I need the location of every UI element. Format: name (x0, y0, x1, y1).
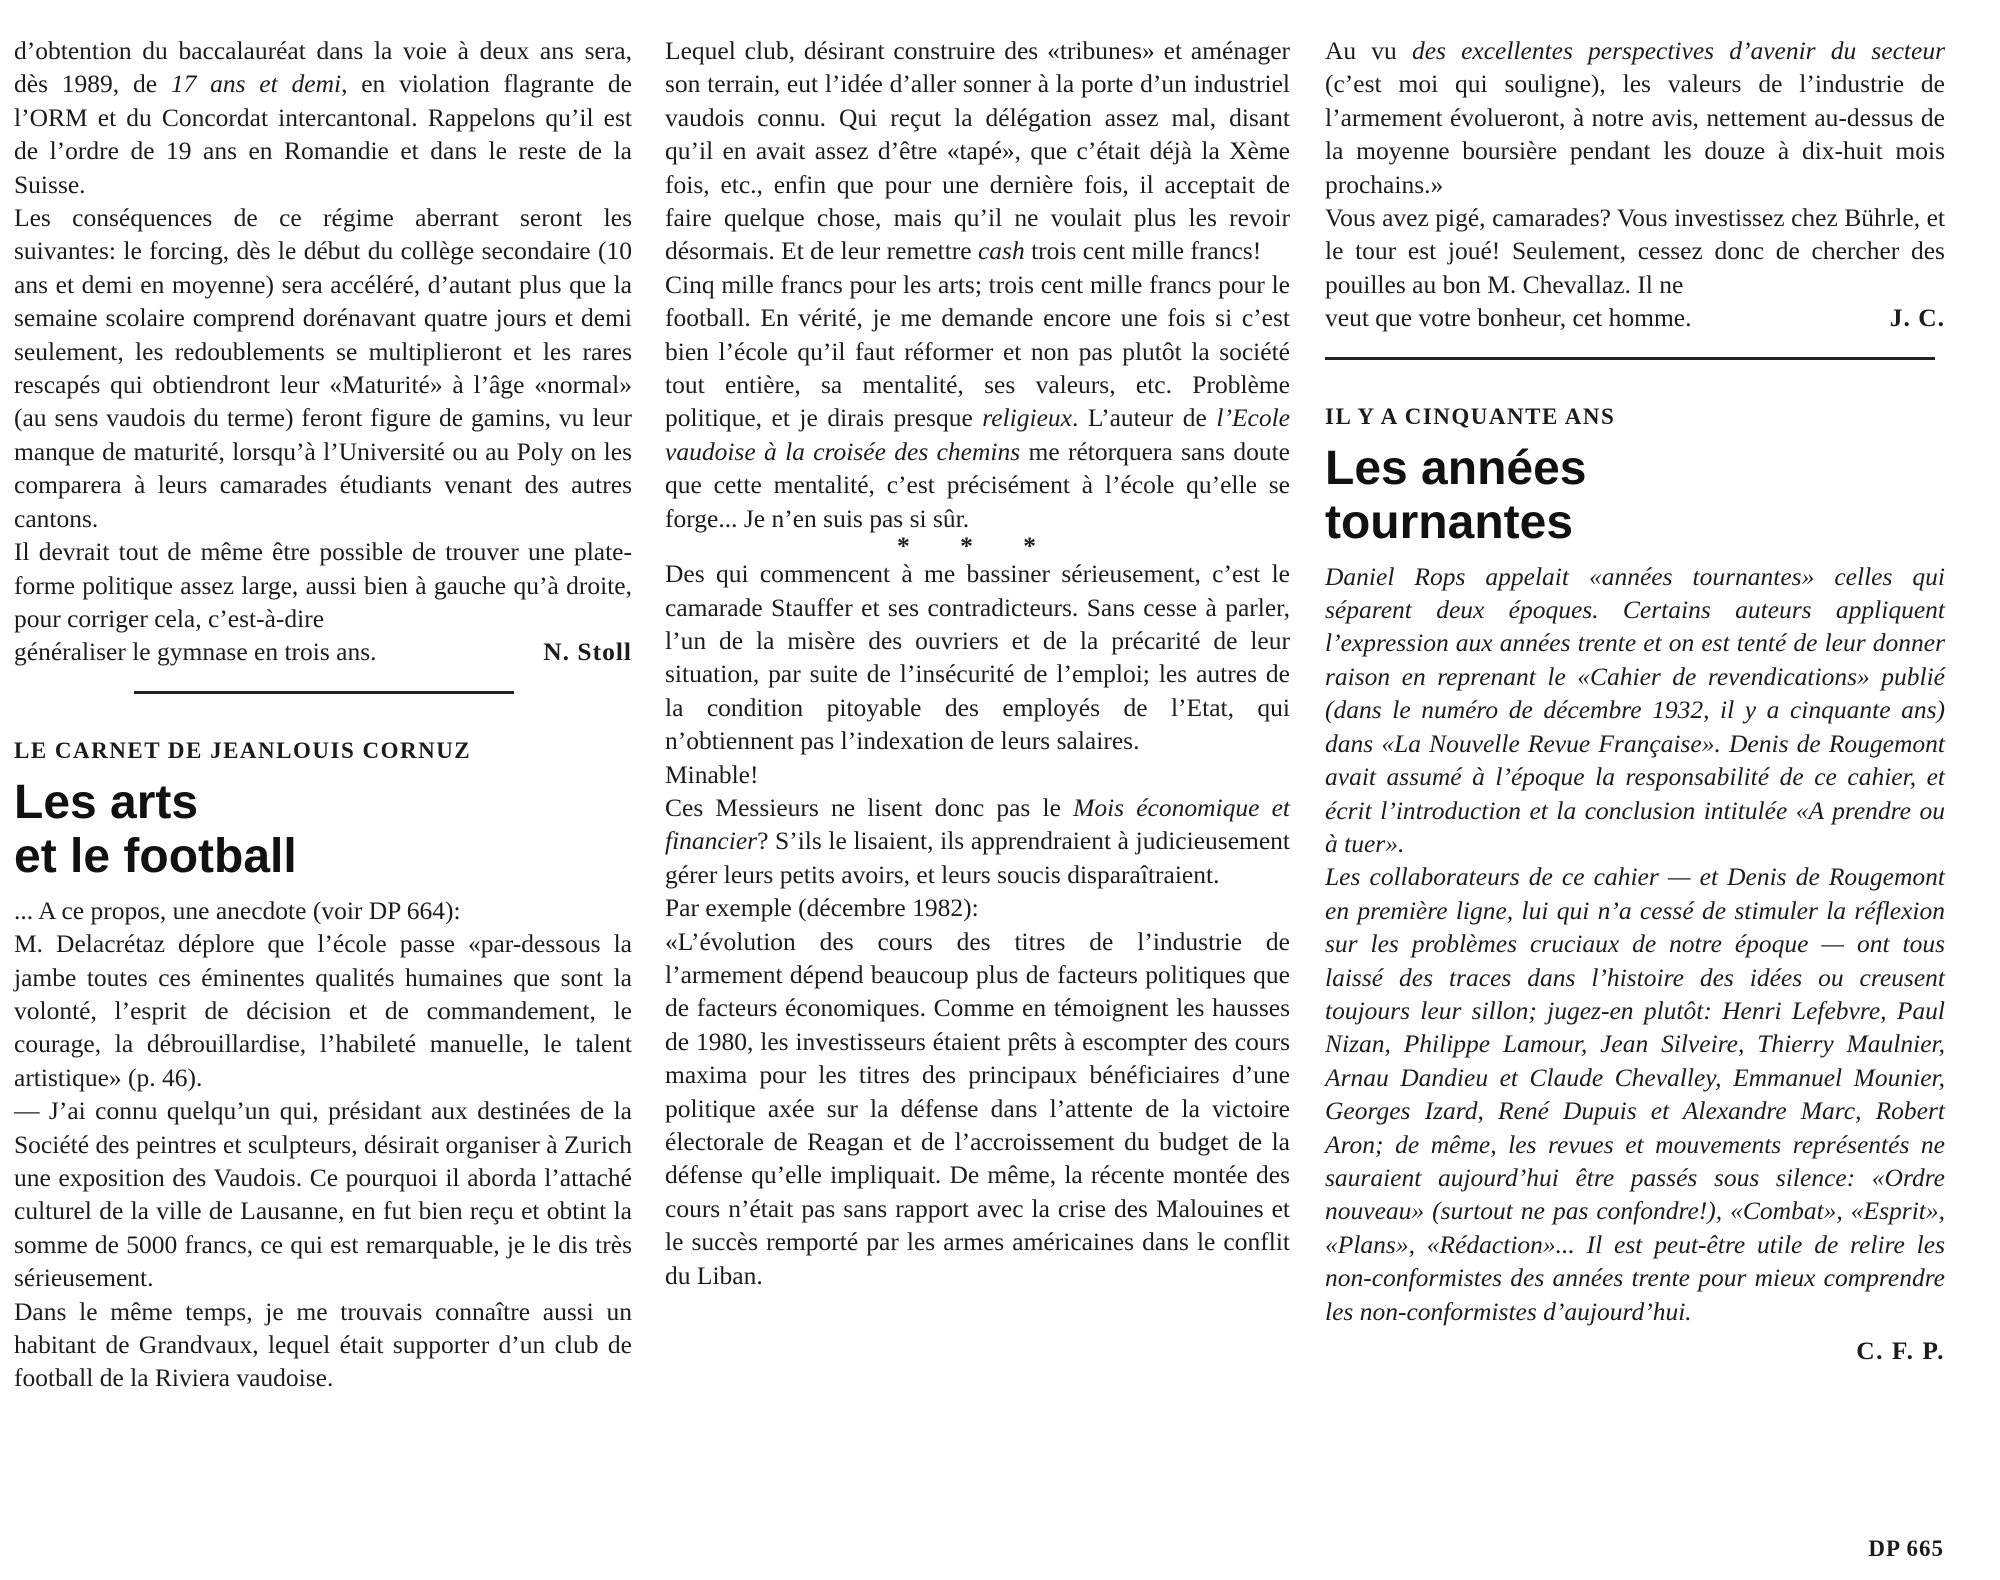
article-paragraph: Par exemple (décembre 1982): (665, 893, 979, 923)
article-paragraph: Ces Messieurs ne lisent donc pas le Mois économique et financier? S’ils le lisaient, ils apprendraient à judicieusement gérer leurs petits avoirs, et leurs soucis disparaîtraient. (665, 792, 1291, 889)
signature-line (14, 635, 632, 668)
article-paragraph: Les collaborateurs de ce cahier — et Denis de Rougemont en première ligne, lui qui n’a cessé de stimuler la réflexion sur les problèmes cruciaux de notre époque — ont tous laissé des traces dans l’histoire des idées ou creusent toujours leur sillon; jugez-en plutôt: Henri Lefebvre, Paul Nizan, Philippe Lamour, Jean Silveire, Thierry Maulnier, Arnau Dandieu et Claude Chevalley, Emmanuel Mounier, Georges Izard, René Dupuis et Alexandre Marc, Robert Aron; de même, les revues et mouvements représentés ne sauraient aujourd’hui être passés sous silence: «Ordre nouveau» (surtout ne pas confondre!), «Combat», «Esprit», «Plans», «Rédaction»... Il est peut-être utile de relire les non-conformistes des années trente pour mieux comprendre les non-conformistes d’aujourd’hui. (1325, 862, 1945, 1326)
author-signature: N. Stoll (543, 637, 632, 667)
conclusion-paragraph: Il devrait tout de même être possible de trouver une plate-forme politique assez large, aussi bien à gauche qu’à droite, pour corriger cela, c’est-à-dire (14, 537, 632, 633)
article-paragraph: Daniel Rops appelait «années tournantes» celles qui séparent deux époques. Certains auteurs appliquent l’expression aux années trente et on est tenté de leur donner raison en reprenant le «Cahier de revendications» publié (dans le numéro de décembre 1932, il y a cinquante ans) dans «La Nouvelle Revue Française». Denis de Rougemont avait assumé à l’époque la responsabilité de ce cahier, et écrit l’introduction et la conclusion intitulée «A prendre ou à tuer». (1325, 561, 1945, 858)
section-separator: * * * (897, 531, 1058, 561)
article-paragraph: Vous avez pigé, camarades? Vous investissez chez Bührle, et le tour est joué! Seulement, cessez donc de chercher des pouilles au bon M. Chevallaz. Il ne (1325, 203, 1945, 299)
article-title: Les années tournantes (1325, 441, 1587, 549)
author-signature: C. F. P. (1856, 1336, 1945, 1365)
consequences-paragraph: Les conséquences de ce régime aberrant seront les suivantes: le forcing, dès le début du collège secondaire (10 ans et demi en moyenne) sera accéléré, d’autant plus que la semaine scolaire comprend dorénavant quatre jours et demi seulement, les redoublements se multiplieront et les rares rescapés qui obtiendront leur «Maturité» à l’âge «normal» (au sens vaudois du terme) feront figure de gamins, vu leur manque de maturité, lorsqu’à l’Université ou au Poly on les comparera à leurs camarades étudiants venant des autres cantons. (14, 203, 632, 533)
signature-line (1325, 301, 1945, 334)
article-paragraph: Lequel club, désirant construire des «tribunes» et aménager son terrain, eut l’idée d’aller sonner à la porte d’un industriel vaudois connu. Qui reçut la délégation assez mal, disant qu’il en avait assez d’être «tapé», que c’était déjà la Xème fois, etc., enfin que pour une dernière fois, il acceptait de faire quelque chose, mais qu’il ne voulait plus les revoir désormais. Et de leur remettre cash trois cent mille francs! (665, 36, 1290, 266)
column-middle (665, 34, 1290, 1292)
article-paragraph: Minable! (665, 759, 759, 789)
article-paragraph: Des qui commencent à me bassiner sérieusement, c’est le camarade Stauffer et ses contradicteurs. Sans cesse à parler, l’un de la misère des ouvriers et de la précarité de leur situation, par suite de l’insécurité de l’emploi; les autres de la condition pitoyable des employés de l’Etat, qui n’obtiennent pas l’indexation de leurs salaires. (665, 559, 1290, 756)
article-paragraph: M. Delacrétaz déplore que l’école passe «par-dessous la jambe toutes ces éminentes qualités humaines que sont la volonté, l’esprit de décision et de commandement, le courage, la débrouillardise, l’habileté manuelle, le talent artistique» (p. 46). (14, 929, 632, 1092)
article-title: Les arts et le football (14, 775, 297, 883)
section-divider (1325, 357, 1935, 360)
author-signature: J. C. (1889, 303, 1945, 333)
section-divider (134, 691, 514, 694)
article-paragraph: Dans le même temps, je me trouvais connaître aussi un habitant de Grandvaux, lequel était supporter d’un club de football de la Riviera vaudoise. (14, 1296, 632, 1393)
article-paragraph: ... A ce propos, une anecdote (voir DP 664): (14, 895, 461, 925)
continuation-paragraph: d’obtention du baccalauréat dans la voie à deux ans sera, dès 1989, de 17 ans et demi, en violation flagrante de l’ORM et du Concordat intercantonal. Rappelons qu’il est de l’ordre de 19 ans en Romandie et dans le reste de la Suisse. (14, 36, 633, 199)
column-left (14, 34, 632, 1395)
article-paragraph: Cinq mille francs pour les arts; trois cent mille francs pour le football. En vérité, je me demande encore une fois si c’est bien l’école qu’il faut réformer et non pas plutôt la société tout entière, sa mentalité, ses valeurs, etc. Problème politique, et je dirais presque religieux. L’auteur de l’Ecole vaudoise à la croisée des chemins me rétorquera sans doute que cette mentalité, c’est précisément à l’école qu’elle se forge... Je n’en suis pas si sûr. (665, 269, 1290, 533)
conclusion-last-line: généraliser le gymnase en trois ans. (14, 637, 377, 667)
quote-paragraph: Au vu des excellentes perspectives d’avenir du secteur (c’est moi qui souligne), les valeurs de l’industrie de l’armement évolueront, à notre avis, nettement au-dessus de la moyenne boursière pendant les douze à dix-huit mois prochains.» (1325, 36, 1945, 199)
quote-paragraph: «L’évolution des cours des titres de l’industrie de l’armement dépend beaucoup plus de facteurs politiques que de facteurs économiques. Comme en témoignent les hausses de 1980, les investisseurs étaient prêts à escompter des cours maxima pour les titres des principaux bénéficiaires d’une politique axée sur la défense dans l’attente de la victoire électorale de Reagan et de l’accroissement du budget de la défense qu’elle impliquait. De même, la récente montée des cours n’était pas sans rapport avec la crise des Malouines et le succès remporté par les armes américaines dans le conflit du Liban. (665, 926, 1290, 1290)
article-kicker: LE CARNET DE JEANLOUIS CORNUZ (14, 737, 472, 763)
paragraph-last-line: veut que votre bonheur, cet homme. (1325, 303, 1692, 333)
column-right (1325, 34, 1945, 1367)
page-number: DP 665 (1868, 1536, 1944, 1561)
article-paragraph: — J’ai connu quelqu’un qui, présidant aux destinées de la Société des peintres et sculpteurs, désirait organiser à Zurich une exposition des Vaudois. Ce pourquoi il aborda l’attaché culturel de la ville de Lausanne, en fut bien reçu et obtint la somme de 5000 francs, ce qui est remarquable, je le dis très sérieusement. (14, 1096, 632, 1293)
article-kicker: IL Y A CINQUANTE ANS (1325, 403, 1616, 429)
